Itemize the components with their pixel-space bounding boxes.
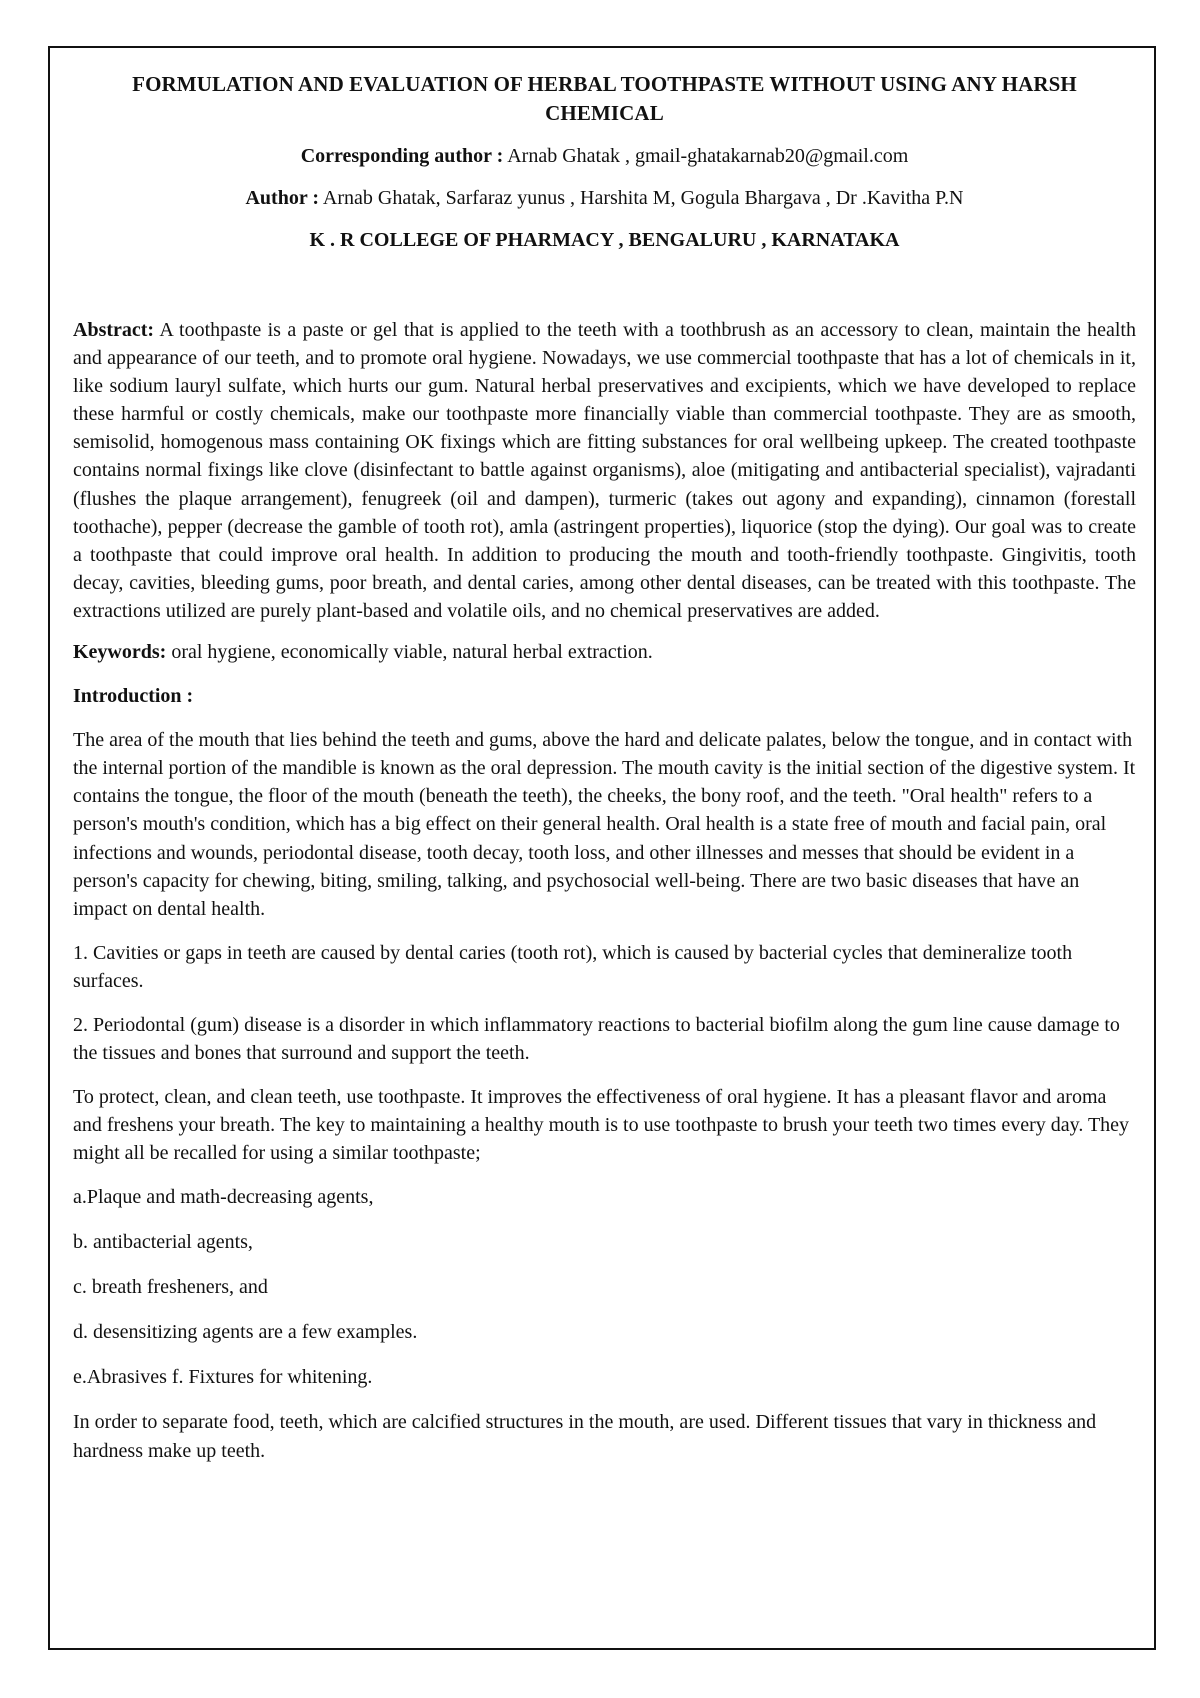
introduction-paragraph-1: The area of the mouth that lies behind the teeth and gums, above the hard and delicate palates, below the tongue, and in contact with the internal portion of the mandible is known as the oral depression. The mouth cavity is the initial section of the digestive system. It contains the tongue, the floor of the mouth (beneath the teeth), the cheeks, the bony roof, and the teeth. "Oral health" refers to a person's mouth's condition, which has a big effect on their general health. Oral health is a state free of mouth and facial pain, oral infections and wounds, periodontal disease, tooth decay, tooth loss, and other illnesses and messes that should be evident in a person's capacity for chewing, biting, smiling, talking, and psychosocial well-being. There are two basic diseases that have an impact on dental health.	[73, 729, 1136, 920]
abstract	[73, 316, 1136, 625]
college-affiliation: K . R COLLEGE OF PHARMACY , BENGALURU , KARNATAKA	[309, 229, 900, 251]
abstract-text: A toothpaste is a paste or gel that is applied to the teeth with a toothbrush as an accessory to clean, maintain the health and appearance of our teeth, and to promote oral hygiene. Nowadays, we use commercial toothpaste that has a lot of chemicals in it, like sodium lauryl sulfate, which hurts our gum. Natural herbal preservatives and excipients, which we have developed to replace these harmful or costly chemicals, make our toothpaste more financially viable than commercial toothpaste. They are as smooth, semisolid, homogenous mass containing OK fixings which are fitting substances for oral wellbeing upkeep. The created toothpaste contains normal fixings like clove (disinfectant to battle against organisms), aloe (mitigating and antibacterial specialist), vajradanti (flushes the plaque arrangement), fenugreek (oil and dampen), turmeric (takes out agony and expanding), cinnamon (forestall toothache), pepper (decrease the gamble of tooth rot), amla (astringent properties), liquorice (stop the dying). Our goal was to create a toothpaste that could improve oral health. In addition to producing the mouth and tooth-friendly toothpaste. Gingivitis, tooth decay, cavities, bleeding gums, poor breath, and dental caries, among other dental diseases, can be treated with this toothpaste. The extractions utilized are purely plant-based and volatile oils, and no chemical preservatives are added.	[73, 319, 1136, 622]
abstract-label: Abstract:	[73, 319, 155, 341]
paper-content	[73, 70, 1136, 1481]
list-item-b: b. antibacterial agents,	[73, 1231, 253, 1254]
disease-point-1: 1. Cavities or gaps in teeth are caused by dental caries (tooth rot), which is caused by bacterial cycles that demineralize tooth surfaces.	[73, 941, 1073, 992]
introduction-paragraph-2: To protect, clean, and clean teeth, use toothpaste. It improves the effectiveness of oral hygiene. It has a pleasant flavor and aroma and freshens your breath. The key to maintaining a healthy mouth is to use toothpaste to brush your teeth two times every day. They might all be recalled for using a similar toothpaste;	[73, 1086, 1130, 1165]
disease-point-2: 2. Periodontal (gum) disease is a disorder in which inflammatory reactions to bacterial biofilm along the gum line cause damage to the tissues and bones that surround and support the teeth.	[73, 1013, 1120, 1065]
list-item-d: d. desensitizing agents are a few examples.	[73, 1321, 418, 1344]
introduction-heading: Introduction :	[73, 685, 194, 708]
keywords-label: Keywords:	[73, 641, 167, 664]
introduction-paragraph-3: In order to separate food, teeth, which are calcified structures in the mouth, are used. Different tissues that vary in thickness and hardness make up teeth.	[73, 1411, 1097, 1462]
corresponding-author-value: Arnab Ghatak , gmail-ghatakarnab20@gmail.com	[503, 145, 909, 167]
keywords-text: oral hygiene, economically viable, natural herbal extraction.	[166, 641, 653, 664]
author-line	[73, 184, 1136, 212]
paper-title: FORMULATION AND EVALUATION OF HERBAL TOOTHPASTE WITHOUT USING ANY HARSH CHEMICAL	[132, 72, 1077, 125]
keywords	[73, 638, 1136, 666]
list-item-c: c. breath fresheners, and	[73, 1276, 268, 1299]
corresponding-author	[73, 142, 1136, 170]
corresponding-author-label: Corresponding author :	[300, 145, 504, 167]
author-names: Arnab Ghatak, Sarfaraz yunus , Harshita M, Gogula Bhargava , Dr .Kavitha P.N	[319, 187, 964, 209]
list-item-e: e.Abrasives f. Fixtures for whitening.	[73, 1366, 373, 1389]
list-item-a: a.Plaque and math-decreasing agents,	[73, 1186, 374, 1209]
author-label: Author :	[245, 187, 320, 209]
